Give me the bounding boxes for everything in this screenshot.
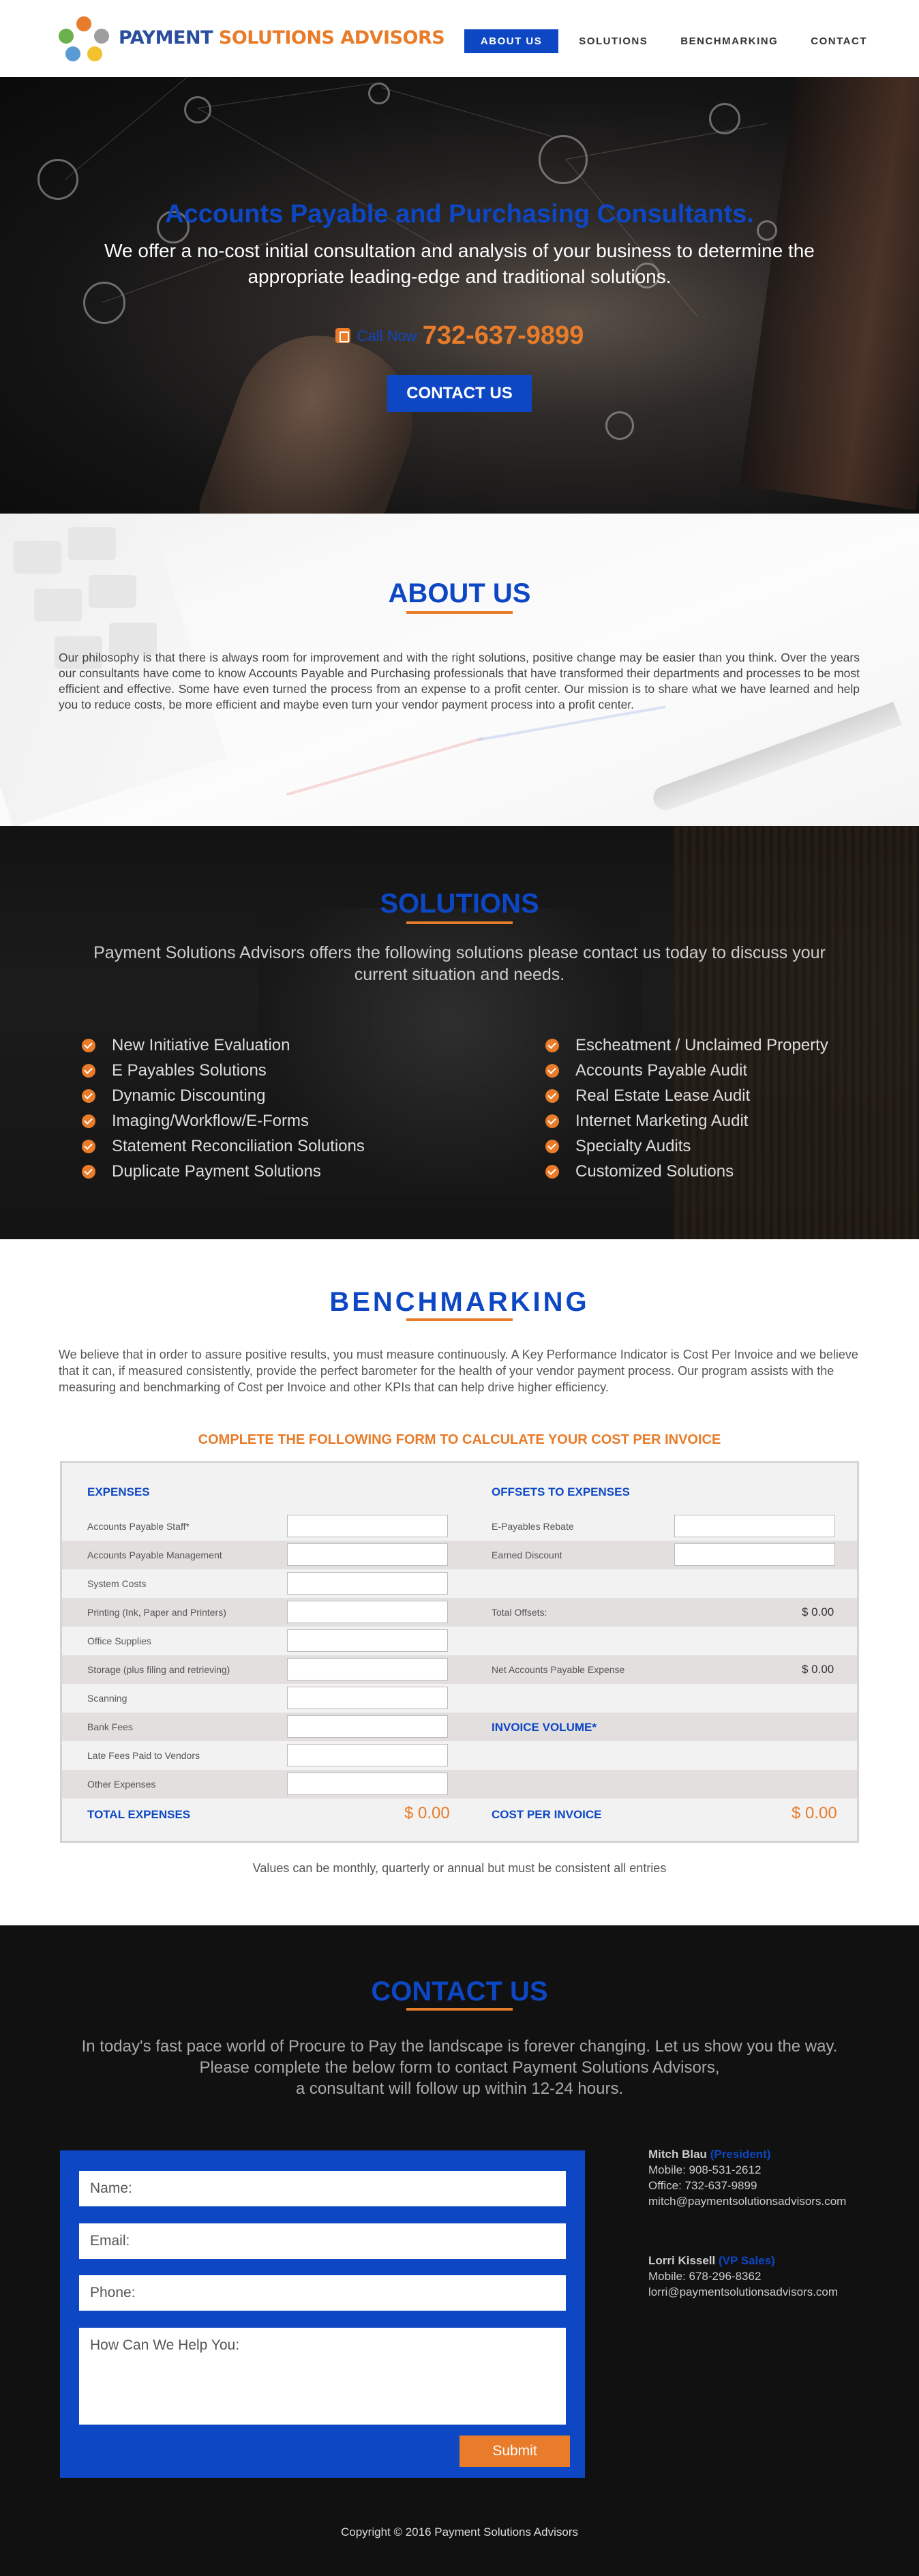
expense-label: Other Expenses <box>87 1779 156 1790</box>
check-circle-icon <box>545 1165 559 1179</box>
about-text: Our philosophy is that there is always room for improvement and with the right solutions, positive change may be easier than you think. Over the years our consultants have come to know Accounts Payable and Purchasing professionals that have transformed their departments and processes to be most efficient and effective. Some have even turned the process from an expense to a profit center. Our mission is to share what we have learned and help you to reduce costs, be more efficient and maybe even turn your vendor payment process into a profit center. <box>59 651 860 711</box>
check-circle-icon <box>82 1165 95 1179</box>
person-role: (President) <box>710 2148 771 2161</box>
nav-solutions[interactable]: SOLUTIONS <box>579 35 648 47</box>
form-row <box>62 1569 857 1598</box>
person-role: (VP Sales) <box>719 2254 775 2267</box>
phone-icon <box>335 328 350 343</box>
copyright: Copyright © 2016 Payment Solutions Advisors <box>341 2526 578 2538</box>
cost-per-invoice-label: COST PER INVOICE <box>492 1808 602 1821</box>
solution-item <box>82 1033 365 1058</box>
expenses-header: EXPENSES <box>87 1485 150 1498</box>
expense-label: System Costs <box>87 1578 147 1589</box>
solution-item <box>545 1033 828 1058</box>
offset-input-earned-discount[interactable] <box>674 1543 835 1566</box>
form-row <box>62 1684 857 1713</box>
hero-section <box>0 77 919 514</box>
check-circle-icon <box>545 1140 559 1153</box>
form-row <box>62 1655 857 1684</box>
network-line <box>566 123 768 160</box>
solution-label: Internet Marketing Audit <box>575 1111 749 1130</box>
logo[interactable] <box>59 16 445 64</box>
form-row <box>62 1741 857 1770</box>
total-expenses-label: TOTAL EXPENSES <box>87 1808 191 1821</box>
check-circle-icon <box>82 1089 95 1103</box>
logo-text: PAYMENT SOLUTIONS ADVISORS <box>119 27 445 48</box>
hero-arm-image <box>740 77 919 510</box>
net-ap-expense-value: $ 0.00 <box>802 1663 834 1676</box>
expense-input-scanning[interactable] <box>287 1687 448 1709</box>
network-line <box>382 87 552 137</box>
logo-dot-blue <box>65 46 80 61</box>
main-nav <box>456 29 879 53</box>
network-line <box>65 77 253 180</box>
solution-item <box>82 1159 365 1184</box>
solution-item <box>545 1108 828 1134</box>
phone-field[interactable]: Phone: <box>79 2275 566 2311</box>
network-circle <box>539 135 588 184</box>
logo-dot-yellow <box>87 46 102 61</box>
logo-dot-gray <box>94 29 109 44</box>
form-row <box>62 1512 857 1541</box>
about-section <box>0 514 919 826</box>
message-field[interactable]: How Can We Help You: <box>79 2328 566 2425</box>
solution-label: E Payables Solutions <box>112 1061 267 1080</box>
expense-input-storage[interactable] <box>287 1658 448 1681</box>
solution-label: Customized Solutions <box>575 1161 734 1181</box>
network-circle <box>37 159 78 200</box>
offsets-header: OFFSETS TO EXPENSES <box>492 1485 630 1498</box>
expense-label: Storage (plus filing and retrieving) <box>87 1664 230 1675</box>
submit-button[interactable]: Submit <box>460 2436 570 2467</box>
cost-per-invoice-value: $ 0.00 <box>792 1804 837 1822</box>
network-circle <box>184 96 211 123</box>
person-email[interactable]: mitch@paymentsolutionsadvisors.com <box>648 2195 847 2208</box>
expense-label: Office Supplies <box>87 1635 151 1646</box>
total-offsets-label: Total Offsets: <box>492 1607 547 1618</box>
solution-item <box>545 1058 828 1083</box>
check-circle-icon <box>545 1114 559 1128</box>
network-line <box>198 108 446 252</box>
contact-intro <box>41 2036 878 2099</box>
solutions-subtitle: Payment Solutions Advisors offers the following solutions please contact us today to discuss your current situation and needs. <box>93 943 826 984</box>
contact-intro-line3: a consultant will follow up within 12-24 hours. <box>295 2079 624 2098</box>
benchmarking-section <box>0 1239 919 1925</box>
expense-input-office-supplies[interactable] <box>287 1629 448 1652</box>
benchmarking-note: Values can be monthly, quarterly or annual but must be consistent all entries <box>252 1861 667 1875</box>
expense-label: Bank Fees <box>87 1721 133 1732</box>
contact-person-lorri <box>648 2253 838 2300</box>
solution-label: Dynamic Discounting <box>112 1086 266 1105</box>
check-circle-icon <box>82 1140 95 1153</box>
benchmarking-title-underline <box>406 1318 513 1321</box>
solution-item <box>545 1159 828 1184</box>
solution-item <box>82 1134 365 1159</box>
form-row <box>62 1713 857 1741</box>
solution-label: Duplicate Payment Solutions <box>112 1161 321 1181</box>
invoice-volume-label: INVOICE VOLUME* <box>492 1721 597 1734</box>
nav-benchmarking[interactable]: BENCHMARKING <box>680 35 779 47</box>
solutions-title-underline <box>406 921 513 924</box>
solution-label: New Initiative Evaluation <box>112 1035 290 1054</box>
solution-label: Real Estate Lease Audit <box>575 1086 751 1105</box>
expense-input-ap-management[interactable] <box>287 1543 448 1566</box>
call-now-label: Call Now <box>357 327 417 344</box>
solution-label: Statement Reconciliation Solutions <box>112 1136 365 1155</box>
check-circle-icon <box>82 1114 95 1128</box>
expense-input-bank-fees[interactable] <box>287 1715 448 1738</box>
offset-label: E-Payables Rebate <box>492 1521 574 1532</box>
expense-label: Printing (Ink, Paper and Printers) <box>87 1607 226 1618</box>
cost-per-invoice-form-title: COMPLETE THE FOLLOWING FORM TO CALCULATE YOUR COST PER INVOICE <box>198 1432 721 1447</box>
expense-input-system-costs[interactable] <box>287 1572 448 1595</box>
solutions-section <box>0 826 919 1239</box>
benchmarking-title: BENCHMARKING <box>329 1287 590 1317</box>
email-field[interactable]: Email: <box>79 2223 566 2259</box>
site-header <box>0 0 919 77</box>
network-line <box>198 83 374 108</box>
hero-call-now[interactable] <box>0 321 919 351</box>
person-office: Office: 732-637-9899 <box>648 2179 757 2192</box>
hero-subtitle: We offer a no-cost initial consultation and analysis of your business to determine the appropriate leading-edge and traditional solutions. <box>104 240 815 287</box>
hero-title: Accounts Payable and Purchasing Consultants. <box>165 200 754 228</box>
expense-input-printing[interactable] <box>287 1601 448 1623</box>
expense-label: Accounts Payable Management <box>87 1550 222 1560</box>
nav-about-us[interactable]: ABOUT US <box>464 29 558 53</box>
check-circle-icon <box>82 1039 95 1052</box>
expense-input-late-fees[interactable] <box>287 1744 448 1766</box>
person-mobile: Mobile: 908-531-2612 <box>648 2163 762 2176</box>
hero-contact-button[interactable]: CONTACT US <box>387 375 532 412</box>
form-row <box>62 1598 857 1627</box>
person-name: Mitch Blau <box>648 2148 707 2161</box>
network-circle <box>709 103 740 134</box>
person-name: Lorri Kissell <box>648 2254 716 2267</box>
contact-form <box>60 2150 585 2478</box>
name-field[interactable]: Name: <box>79 2171 566 2206</box>
solution-item <box>82 1058 365 1083</box>
expense-label: Late Fees Paid to Vendors <box>87 1750 200 1761</box>
contact-title: CONTACT US <box>371 1977 548 2007</box>
expense-input-other[interactable] <box>287 1773 448 1795</box>
solution-label: Specialty Audits <box>575 1136 691 1155</box>
offset-label: Earned Discount <box>492 1550 562 1560</box>
form-row <box>62 1627 857 1655</box>
check-circle-icon <box>545 1089 559 1103</box>
contact-intro-line1: In today's fast pace world of Procure to Pay the landscape is forever changing. Let us show you the way. <box>81 2037 838 2056</box>
solution-label: Imaging/Workflow/E-Forms <box>112 1111 309 1130</box>
solutions-list-left <box>82 1033 365 1184</box>
form-row <box>62 1541 857 1569</box>
person-email[interactable]: lorri@paymentsolutionsadvisors.com <box>648 2285 839 2298</box>
solution-item <box>82 1108 365 1134</box>
form-row <box>62 1770 857 1798</box>
total-expenses-value: $ 0.00 <box>404 1804 450 1822</box>
contact-title-underline <box>406 2008 513 2011</box>
solution-label: Escheatment / Unclaimed Property <box>575 1035 828 1054</box>
solution-item <box>545 1134 828 1159</box>
network-circle <box>605 411 634 440</box>
solutions-title: SOLUTIONS <box>380 889 539 919</box>
contact-person-mitch <box>648 2146 846 2209</box>
network-circle <box>368 83 390 104</box>
check-circle-icon <box>545 1039 559 1052</box>
solution-label: Accounts Payable Audit <box>575 1061 748 1080</box>
net-ap-expense-label: Net Accounts Payable Expense <box>492 1664 625 1675</box>
about-title-underline <box>406 611 513 614</box>
check-circle-icon <box>82 1064 95 1078</box>
logo-dot-green <box>59 29 74 44</box>
expense-input-ap-staff[interactable] <box>287 1515 448 1537</box>
logo-dot-orange <box>76 16 91 31</box>
about-title: ABOUT US <box>388 578 531 608</box>
contact-intro-line2: Please complete the below form to contact Payment Solutions Advisors, <box>199 2058 720 2077</box>
offset-input-epayables-rebate[interactable] <box>674 1515 835 1537</box>
expense-label: Scanning <box>87 1693 127 1704</box>
benchmarking-text: We believe that in order to assure positive results, you must measure continuously. A Key Performance Indicator is Cost Per Invoice and we believe that it can, if measured consistently, provide the perfect barometer for the health of your vendor payment process. Our program assists with the measuring and benchmarking of Cost per Invoice and other KPIs that can help drive higher efficiency. <box>59 1348 858 1394</box>
expense-label: Accounts Payable Staff* <box>87 1521 190 1532</box>
total-offsets-value: $ 0.00 <box>802 1605 834 1618</box>
check-circle-icon <box>545 1064 559 1078</box>
solutions-list-right <box>545 1033 828 1184</box>
nav-contact[interactable]: CONTACT <box>811 35 867 47</box>
contact-section <box>0 1925 919 2576</box>
solution-item <box>545 1083 828 1108</box>
hero-phone-number[interactable]: 732-637-9899 <box>422 321 584 350</box>
cost-per-invoice-form <box>60 1461 859 1843</box>
person-mobile: Mobile: 678-296-8362 <box>648 2270 762 2283</box>
solution-item <box>82 1083 365 1108</box>
